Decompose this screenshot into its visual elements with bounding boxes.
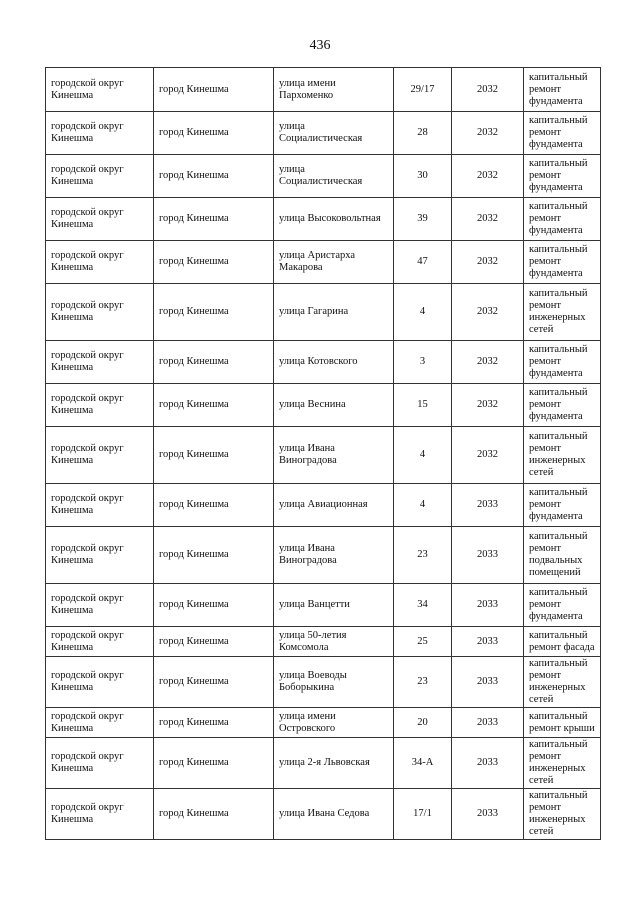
district-cell: городской округ Кинешма: [46, 657, 154, 708]
street-cell: улица имени Островского: [274, 708, 394, 738]
year-cell: 2032: [452, 198, 524, 241]
house-number-cell: 34: [394, 584, 452, 627]
street-cell: улица Социалистическая: [274, 155, 394, 198]
house-number-cell: 34-А: [394, 738, 452, 789]
city-cell: город Кинешма: [154, 789, 274, 840]
year-cell: 2033: [452, 627, 524, 657]
city-cell: город Кинешма: [154, 341, 274, 384]
district-cell: городской округ Кинешма: [46, 384, 154, 427]
year-cell: 2033: [452, 527, 524, 584]
house-number-cell: 15: [394, 384, 452, 427]
table-row: [46, 627, 601, 657]
city-cell: город Кинешма: [154, 657, 274, 708]
house-number-cell: 4: [394, 484, 452, 527]
street-cell: улица Гагарина: [274, 284, 394, 341]
house-number-cell: 17/1: [394, 789, 452, 840]
table-row: [46, 789, 601, 840]
work-type-cell: капитальный ремонт фундамента: [524, 241, 601, 284]
house-number-cell: 47: [394, 241, 452, 284]
work-type-cell: капитальный ремонт инженерных сетей: [524, 284, 601, 341]
year-cell: 2032: [452, 112, 524, 155]
year-cell: 2033: [452, 789, 524, 840]
district-cell: городской округ Кинешма: [46, 284, 154, 341]
street-cell: улица Котовского: [274, 341, 394, 384]
street-cell: улица 2-я Львовская: [274, 738, 394, 789]
work-type-cell: капитальный ремонт фундамента: [524, 384, 601, 427]
house-number-cell: 4: [394, 284, 452, 341]
work-type-cell: капитальный ремонт фасада: [524, 627, 601, 657]
work-type-cell: капитальный ремонт инженерных сетей: [524, 657, 601, 708]
table-row: [46, 68, 601, 112]
district-cell: городской округ Кинешма: [46, 68, 154, 112]
street-cell: улица Социалистическая: [274, 112, 394, 155]
street-cell: улица 50-летия Комсомола: [274, 627, 394, 657]
street-cell: улица Аристарха Макарова: [274, 241, 394, 284]
year-cell: 2032: [452, 427, 524, 484]
city-cell: город Кинешма: [154, 198, 274, 241]
housing-repair-table: [45, 67, 601, 840]
year-cell: 2033: [452, 657, 524, 708]
year-cell: 2033: [452, 484, 524, 527]
district-cell: городской округ Кинешма: [46, 112, 154, 155]
work-type-cell: капитальный ремонт фундамента: [524, 112, 601, 155]
table-row: [46, 341, 601, 384]
table-row: [46, 284, 601, 341]
house-number-cell: 4: [394, 427, 452, 484]
district-cell: городской округ Кинешма: [46, 241, 154, 284]
city-cell: город Кинешма: [154, 384, 274, 427]
district-cell: городской округ Кинешма: [46, 527, 154, 584]
work-type-cell: капитальный ремонт крыши: [524, 708, 601, 738]
city-cell: город Кинешма: [154, 112, 274, 155]
page-number: 436: [309, 38, 331, 53]
street-cell: улица Веснина: [274, 384, 394, 427]
street-cell: улица Авиационная: [274, 484, 394, 527]
street-cell: улица Ивана Седова: [274, 789, 394, 840]
city-cell: город Кинешма: [154, 527, 274, 584]
year-cell: 2033: [452, 708, 524, 738]
work-type-cell: капитальный ремонт инженерных сетей: [524, 427, 601, 484]
street-cell: улица Высоковольтная: [274, 198, 394, 241]
house-number-cell: 23: [394, 527, 452, 584]
work-type-cell: капитальный ремонт фундамента: [524, 484, 601, 527]
year-cell: 2032: [452, 284, 524, 341]
year-cell: 2033: [452, 584, 524, 627]
city-cell: город Кинешма: [154, 68, 274, 112]
year-cell: 2033: [452, 738, 524, 789]
city-cell: город Кинешма: [154, 241, 274, 284]
work-type-cell: капитальный ремонт подвальных помещений: [524, 527, 601, 584]
city-cell: город Кинешма: [154, 584, 274, 627]
table-row: [46, 738, 601, 789]
work-type-cell: капитальный ремонт фундамента: [524, 155, 601, 198]
street-cell: улица имени Пархоменко: [274, 68, 394, 112]
table-row: [46, 657, 601, 708]
work-type-cell: капитальный ремонт фундамента: [524, 198, 601, 241]
street-cell: улица Ивана Виноградова: [274, 527, 394, 584]
district-cell: городской округ Кинешма: [46, 427, 154, 484]
street-cell: улица Ивана Виноградова: [274, 427, 394, 484]
district-cell: городской округ Кинешма: [46, 484, 154, 527]
district-cell: городской округ Кинешма: [46, 155, 154, 198]
work-type-cell: капитальный ремонт фундамента: [524, 341, 601, 384]
table-row: [46, 241, 601, 284]
year-cell: 2032: [452, 384, 524, 427]
work-type-cell: капитальный ремонт инженерных сетей: [524, 789, 601, 840]
work-type-cell: капитальный ремонт фундамента: [524, 68, 601, 112]
table-row: [46, 708, 601, 738]
city-cell: город Кинешма: [154, 155, 274, 198]
district-cell: городской округ Кинешма: [46, 341, 154, 384]
house-number-cell: 25: [394, 627, 452, 657]
house-number-cell: 23: [394, 657, 452, 708]
city-cell: город Кинешма: [154, 627, 274, 657]
city-cell: город Кинешма: [154, 427, 274, 484]
district-cell: городской округ Кинешма: [46, 627, 154, 657]
table-row: [46, 155, 601, 198]
house-number-cell: 39: [394, 198, 452, 241]
district-cell: городской округ Кинешма: [46, 789, 154, 840]
city-cell: город Кинешма: [154, 738, 274, 789]
street-cell: улица Воеводы Боборыкина: [274, 657, 394, 708]
city-cell: город Кинешма: [154, 708, 274, 738]
city-cell: город Кинешма: [154, 284, 274, 341]
table-row: [46, 527, 601, 584]
house-number-cell: 30: [394, 155, 452, 198]
house-number-cell: 20: [394, 708, 452, 738]
table-row: [46, 384, 601, 427]
table-row: [46, 112, 601, 155]
district-cell: городской округ Кинешма: [46, 584, 154, 627]
house-number-cell: 3: [394, 341, 452, 384]
street-cell: улица Ванцетти: [274, 584, 394, 627]
year-cell: 2032: [452, 241, 524, 284]
year-cell: 2032: [452, 341, 524, 384]
year-cell: 2032: [452, 68, 524, 112]
house-number-cell: 29/17: [394, 68, 452, 112]
table-row: [46, 484, 601, 527]
house-number-cell: 28: [394, 112, 452, 155]
district-cell: городской округ Кинешма: [46, 198, 154, 241]
district-cell: городской округ Кинешма: [46, 738, 154, 789]
district-cell: городской округ Кинешма: [46, 708, 154, 738]
work-type-cell: капитальный ремонт фундамента: [524, 584, 601, 627]
table-row: [46, 198, 601, 241]
table-row: [46, 427, 601, 484]
table-row: [46, 584, 601, 627]
city-cell: город Кинешма: [154, 484, 274, 527]
table-body: [46, 68, 601, 840]
work-type-cell: капитальный ремонт инженерных сетей: [524, 738, 601, 789]
year-cell: 2032: [452, 155, 524, 198]
